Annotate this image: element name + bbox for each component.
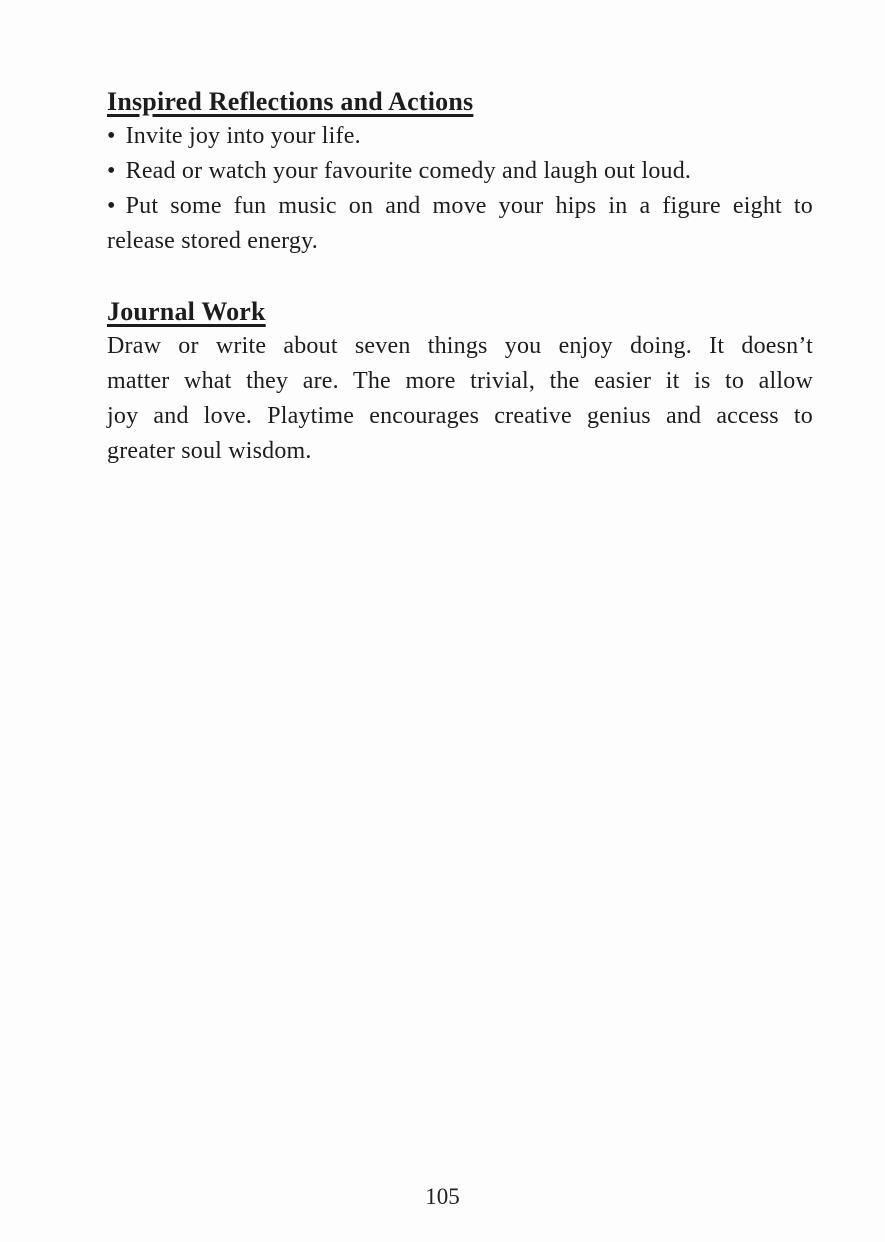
section-heading: Inspired Reflections and Actions [107,87,474,116]
paragraph-line: greater soul wisdom. [107,438,312,464]
page-number: 105 [425,1184,460,1209]
section-heading: Journal Work [107,297,266,326]
page-content [107,84,813,469]
list-item-continuation: release stored energy. [107,228,318,254]
section-inspired-reflections [107,84,813,259]
section-heading-row [107,84,813,119]
list-item [107,119,813,154]
section-heading-row [107,294,813,329]
paragraph-line: joy and love. Playtime encourages creative genius and access to [107,403,813,429]
list-item-text: Invite joy into your life. [125,123,361,149]
bullet-icon: • [107,193,116,219]
bullet-icon: • [107,158,116,184]
list-item [107,189,813,224]
paragraph-line: matter what they are. The more trivial, the easier it is to allow [107,368,813,394]
paragraph-line: Draw or write about seven things you enjoy doing. It doesn’t [107,333,813,359]
bullet-icon: • [107,123,116,149]
list-item-text: Read or watch your favourite comedy and laugh out loud. [125,158,692,184]
section-journal-work [107,294,813,469]
list-item-text: Put some fun music on and move your hips in a figure eight to [125,193,813,219]
list-item [107,154,813,189]
